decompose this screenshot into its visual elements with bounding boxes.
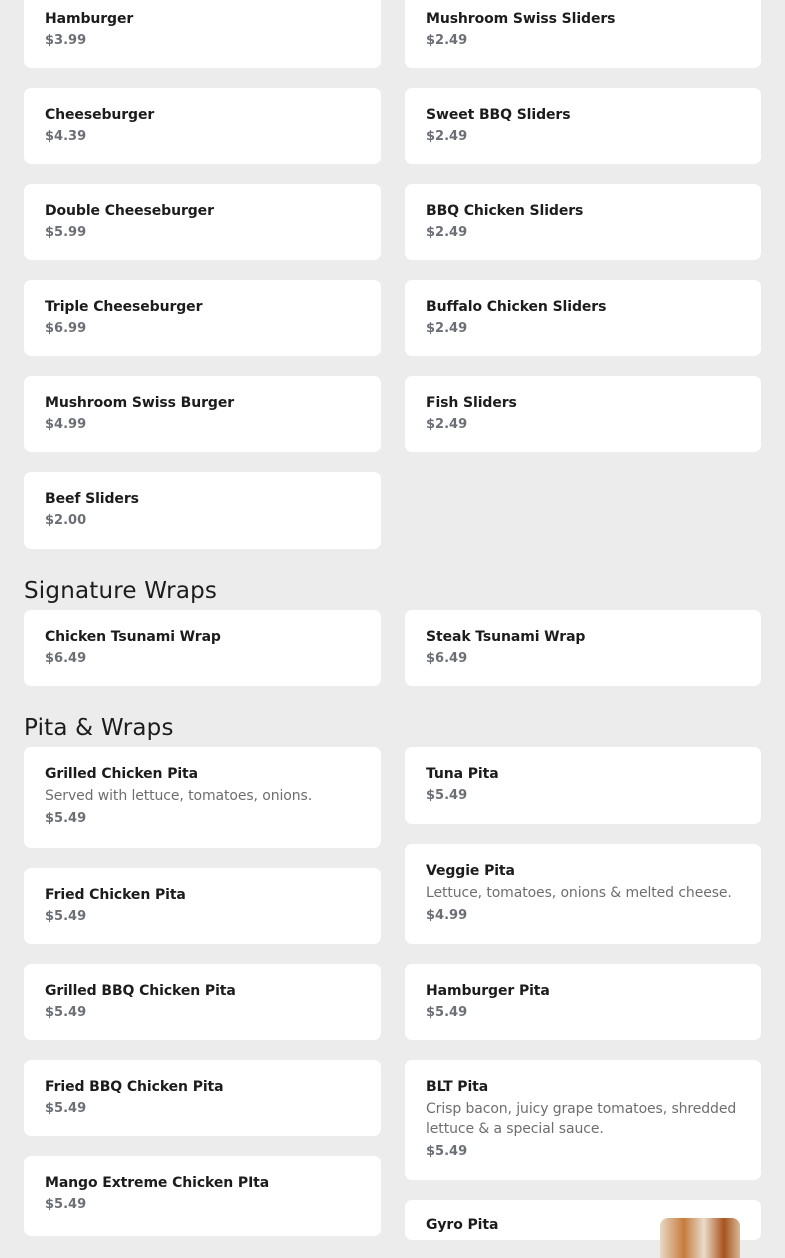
- menu-item-card[interactable]: [405, 1060, 761, 1180]
- menu-item-price: $5.49: [45, 1197, 87, 1212]
- menu-item-name: Mushroom Swiss Burger: [45, 395, 235, 411]
- menu-item-card[interactable]: [405, 184, 761, 260]
- menu-item-card[interactable]: [24, 1156, 381, 1236]
- menu-item-card[interactable]: [24, 0, 381, 68]
- menu-item-price: $3.99: [45, 33, 87, 48]
- menu-item-name: BBQ Chicken Sliders: [426, 203, 584, 219]
- menu-item-price: $2.00: [45, 513, 87, 528]
- menu-item-card[interactable]: [24, 1060, 381, 1136]
- menu-item-card[interactable]: [405, 844, 761, 944]
- menu-item-price: $5.49: [45, 811, 87, 826]
- menu-item-name: Fried Chicken Pita: [45, 887, 186, 903]
- menu-item-card[interactable]: [405, 376, 761, 452]
- menu-item-name: Buffalo Chicken Sliders: [426, 299, 607, 315]
- menu-item-card[interactable]: [405, 0, 761, 68]
- menu-item-card[interactable]: [24, 88, 381, 164]
- menu-item-description: Lettuce, tomatoes, onions & melted cheese.: [426, 885, 732, 901]
- menu-item-price: $2.49: [426, 321, 468, 336]
- menu-item-price: $6.49: [45, 651, 87, 666]
- menu-item-card[interactable]: [24, 376, 381, 452]
- menu-item-name: Grilled BBQ Chicken Pita: [45, 983, 236, 999]
- menu-item-card[interactable]: [405, 88, 761, 164]
- menu-item-card[interactable]: [24, 472, 381, 549]
- menu-item-name: Sweet BBQ Sliders: [426, 107, 571, 123]
- menu-item-description: Served with lettuce, tomatoes, onions.: [45, 788, 313, 804]
- menu-item-name: Fish Sliders: [426, 395, 517, 411]
- menu-item-card[interactable]: [24, 868, 381, 944]
- menu-item-name: Gyro Pita: [426, 1217, 499, 1233]
- menu-item-price: $4.99: [45, 417, 87, 432]
- menu-item-name: Grilled Chicken Pita: [45, 766, 198, 782]
- menu-item-price: $2.49: [426, 129, 468, 144]
- menu-item-price: $6.99: [45, 321, 87, 336]
- menu-item-price: $5.49: [426, 788, 468, 803]
- menu-item-name: Hamburger: [45, 11, 134, 27]
- menu-item-name: Tuna Pita: [426, 766, 499, 782]
- menu-item-name: Chicken Tsunami Wrap: [45, 629, 221, 645]
- menu-item-card[interactable]: [24, 280, 381, 356]
- menu-item-card[interactable]: [24, 610, 381, 686]
- menu-item-name: Mushroom Swiss Sliders: [426, 11, 616, 27]
- menu-item-price: $2.49: [426, 33, 468, 48]
- menu-item-name: Double Cheeseburger: [45, 203, 214, 219]
- menu-item-name: Cheeseburger: [45, 107, 155, 123]
- menu-item-card[interactable]: [24, 184, 381, 260]
- menu-item-name: BLT Pita: [426, 1079, 489, 1095]
- menu-item-price: $6.49: [426, 651, 468, 666]
- menu-item-card[interactable]: [405, 964, 761, 1040]
- section-title: Signature Wraps: [24, 578, 218, 604]
- food-photo-thumbnail: [660, 1218, 740, 1258]
- menu-item-name: Beef Sliders: [45, 491, 139, 507]
- menu-item-name: Hamburger Pita: [426, 983, 550, 999]
- menu-item-name: Mango Extreme Chicken PIta: [45, 1175, 270, 1191]
- section-title: Pita & Wraps: [24, 715, 174, 741]
- menu-item-price: $5.49: [426, 1005, 468, 1020]
- menu-item-card[interactable]: [405, 280, 761, 356]
- menu-item-card[interactable]: [24, 747, 381, 848]
- menu-item-card[interactable]: [405, 747, 761, 824]
- menu-item-price: $5.49: [45, 1005, 87, 1020]
- menu-item-name: Veggie Pita: [426, 863, 515, 879]
- menu-item-price: $5.99: [45, 225, 87, 240]
- menu-item-card[interactable]: [405, 1200, 761, 1240]
- menu-item-price: $2.49: [426, 225, 468, 240]
- menu-item-price: $5.49: [426, 1144, 468, 1159]
- menu-item-price: $2.49: [426, 417, 468, 432]
- menu-item-description: Crisp bacon, juicy grape tomatoes, shredded lettuce & a special sauce.: [426, 1101, 737, 1137]
- menu-item-price: $5.49: [45, 909, 87, 924]
- menu-item-price: $5.49: [45, 1101, 87, 1116]
- menu-item-name: Triple Cheeseburger: [45, 299, 203, 315]
- menu-item-name: Steak Tsunami Wrap: [426, 629, 586, 645]
- menu-item-name: Fried BBQ Chicken Pita: [45, 1079, 224, 1095]
- menu-item-price: $4.99: [426, 908, 468, 923]
- menu-item-card[interactable]: [405, 610, 761, 686]
- menu-item-price: $4.39: [45, 129, 87, 144]
- menu-item-card[interactable]: [24, 964, 381, 1040]
